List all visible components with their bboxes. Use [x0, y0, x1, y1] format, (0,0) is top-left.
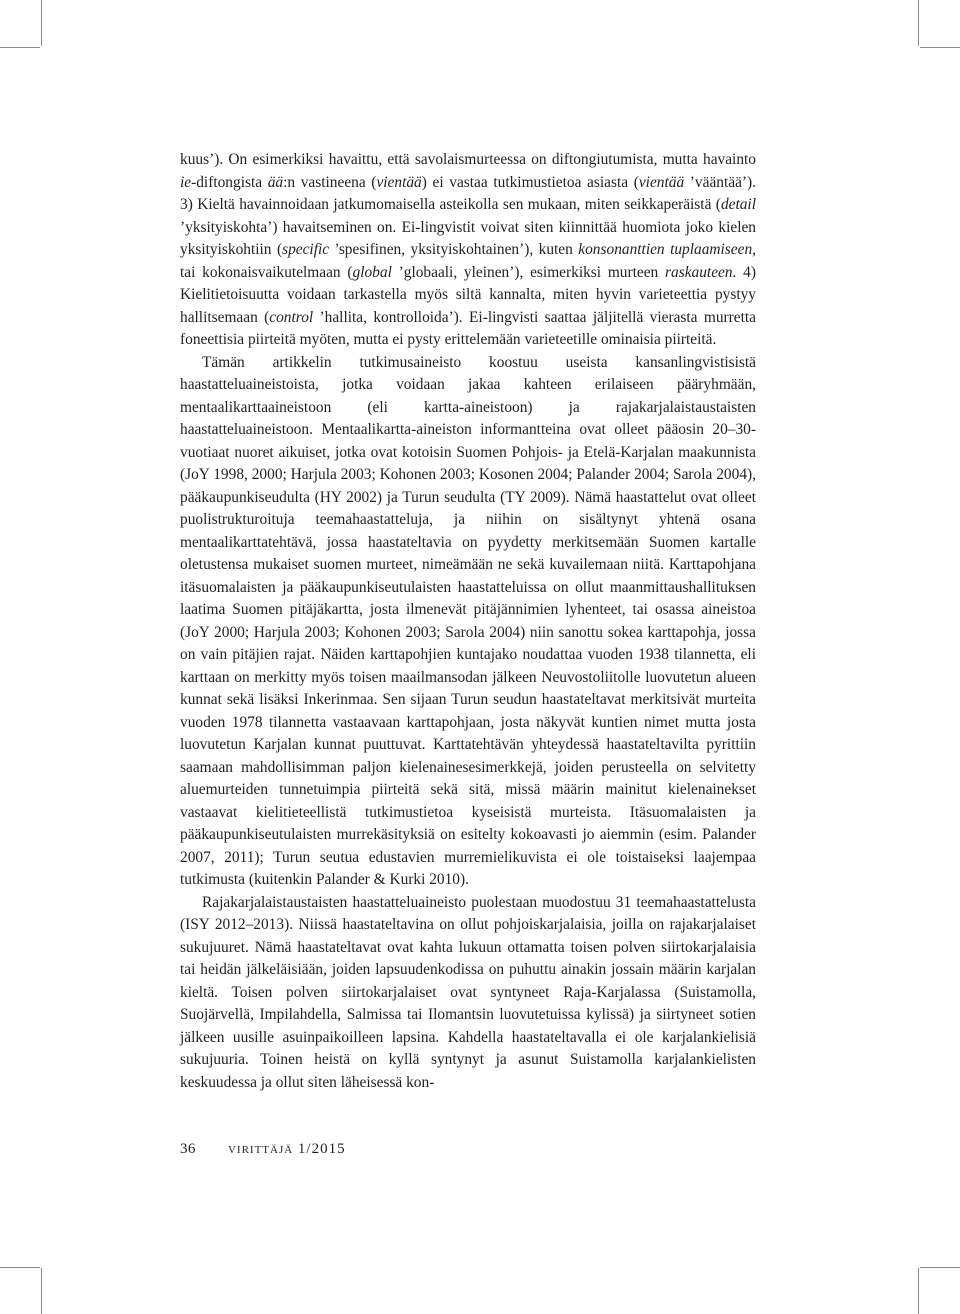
crop-mark-top-right — [918, 0, 919, 46]
italic-term: ie — [180, 173, 192, 191]
crop-mark-bottom-right — [918, 1268, 919, 1314]
paragraph — [180, 149, 756, 352]
italic-term: vientää — [638, 173, 685, 191]
crop-mark-bottom-right-h — [920, 1267, 960, 1268]
text-run: , tai kokonaisvaikutelmaan ( — [180, 241, 757, 281]
text-run: ’vääntää’). 3) Kieltä havainnoidaan jatkumomaisella asteikolla sen mukaan, miten seikkaperäistä ( — [180, 173, 757, 213]
italic-term: ää — [267, 173, 284, 191]
text-run: ) ei vastaa tutkimustietoa asiasta ( — [421, 173, 639, 191]
crop-mark-top-left — [41, 0, 42, 46]
italic-term: control — [269, 308, 314, 326]
page-footer — [180, 1141, 346, 1158]
crop-mark-top-left-h — [0, 47, 40, 48]
italic-term: raskauteen — [665, 263, 733, 281]
text-run: kuus’). On esimerkiksi havaittu, että savolaismurteessa on diftongiutumista, mutta havainto — [180, 151, 756, 168]
text-run: :n vastineena ( — [283, 173, 377, 191]
crop-mark-top-right-h — [920, 47, 960, 48]
text-run: ’hallita, kontrolloida’). Ei-lingvisti saattaa jäljitellä vierasta murretta foneettisia piirteitä myöten, mutta ei pysty erittelemään varieteetille ominaisia piirteitä. — [180, 308, 757, 348]
text-run: . 4) Kielitietoisuutta voidaan tarkastella myös siltä kannalta, miten hyvin varieteettia pystyy hallitsemaan ( — [180, 263, 756, 326]
text-run: -diftongista — [191, 173, 268, 191]
text-run: ’yksityiskohta’) havaitseminen on. Ei-lingvistit voivat siten kiinnittää huomiota joko kielen yksityiskohtiin ( — [180, 218, 756, 258]
text-run: ’globaali, yleinen’), esimerkiksi murteen — [391, 263, 666, 281]
text-run: Tämän artikkelin tutkimusaineisto koostuu useista kansanlingvistisistä haastatteluaineistoista, jotka voidaan jakaa kahteen erilaiseen pääryhmään, mentaalikarttaaineistoon (eli kartta-aineistoon) ja rajakarjalaistaustaisten haastatteluaineistoon. Mentaalikartta-aineiston informantteina ovat olleet pääosin 20–30-vuotiaat nuoret aikuiset, jotka ovat kotoisin Suomen Pohjois- ja Etelä-Karjalan maakunnista (JoY 1998, 2000; Harjula 2003; Kohonen 2003; Kosonen 2004; Palander 2004; Sarola 2004), pääkaupunkiseudulta (HY 2002) ja Turun seudulta (TY 2009). Nämä haastattelut ovat olleet puolistrukturoituja teemahaastatteluja, ja niihin on sisältynyt yhtenä osana mentaalikarttatehtävä, jossa haastateltavia on pyydetty merkitsemään Suomen kartalle oletustensa mukaiset suomen murteet, nimeämään ne sekä kuvailemaan niitä. Karttapohjana itäsuomalaisten ja pääkaupunkiseutulaisten haastatteluissa on ollut maanmittaushallituksen laatima Suomen pitäjäkartta, josta ilmenevät pitäjännimien lyhenteet, tai osassa aineistoa (JoY 2000; Harjula 2003; Kohonen 2003; Sarola 2004) niin sanottu sokea karttapohja, jossa on vain pitäjien rajat. Näiden karttapohjien kuntajako noudattaa vuoden 1938 tilannetta, eli karttaan on merkitty myös toisen maailmansodan jälkeen Neuvostoliitolle luovutetun alueen kunnat sekä lisäksi Inkerinmaa. Sen sijaan Turun seudun haastateltavat merkitsivät murteita vuoden 1978 tilannetta vastaavaan karttapohjaan, josta näkyvät kuntien nimet mutta josta luovutetun Karjalan kunnat puuttuvat. Karttatehtävän yhteydessä haastateltavilta pyrittiin saamaan mahdollisimman paljon kielenainesesimerkkejä, joiden perusteella on selvitetty aluemurteiden tunnetuimpia piirteitä sekä sitä, missä määrin mainitut kielenainekset vastaavat kielitieteellistä tutkimustietoa kyseisistä murteista. Itäsuomalaisten ja pääkaupunkiseutulaisten murrekäsityksiä on esitelty kokoavasti jo aiemmin (esim. Palander 2007, 2011); Turun seutua edustavien murremielikuvista ei ole toistaiseksi laajempaa tutkimusta (kuitenkin Palander & Kurki 2010). — [180, 353, 756, 888]
italic-term: konsonanttien tuplaamiseen — [578, 241, 753, 258]
italic-term: specific — [282, 241, 330, 258]
page-number: 36 — [180, 1141, 196, 1157]
italic-term: detail — [720, 196, 756, 213]
paragraph — [180, 352, 756, 892]
crop-mark-bottom-left-h — [0, 1267, 40, 1268]
text-run: Rajakarjalaistaustaisten haastatteluaineisto puolestaan muodostuu 31 teemahaastattelusta (ISY 2012–2013). Niissä haastateltavina on ollut pohjoiskarjalaisia, joilla on rajakarjalaiset sukujuuret. Nämä haastateltavat ovat kahta lukuun ottamatta toisen polven siirtokarjalaisia tai heidän jälkeläisiään, joiden lapsuudenkodissa on puhuttu ainakin jossain määrin karjalan kieltä. Toisen polven siirtokarjalaiset ovat syntyneet Raja-Karjalassa (Suistamolla, Suojärvellä, Impilahdella, Salmissa tai Ilomantsin luovutetuissa kylissä) ja siirtyneet sotien jälkeen uusille asuinpaikoilleen lapsina. Kahdella haastateltavalla ei ole karjalankielisiä sukujuuria. Toinen heistä on kyllä syntynyt ja asunut Suistamolla karjalankielisten keskuudessa ja ollut siten läheisessä kon- — [180, 893, 756, 1091]
journal-name: virittäjä 1/2015 — [227, 1141, 346, 1157]
paragraph — [180, 892, 756, 1095]
italic-term: vientää — [376, 173, 422, 191]
crop-mark-bottom-left — [41, 1268, 42, 1314]
italic-term: global — [352, 263, 392, 281]
text-run: ’spesifinen, yksityiskohtainen’), kuten — [329, 241, 579, 258]
body-text — [180, 149, 756, 1094]
